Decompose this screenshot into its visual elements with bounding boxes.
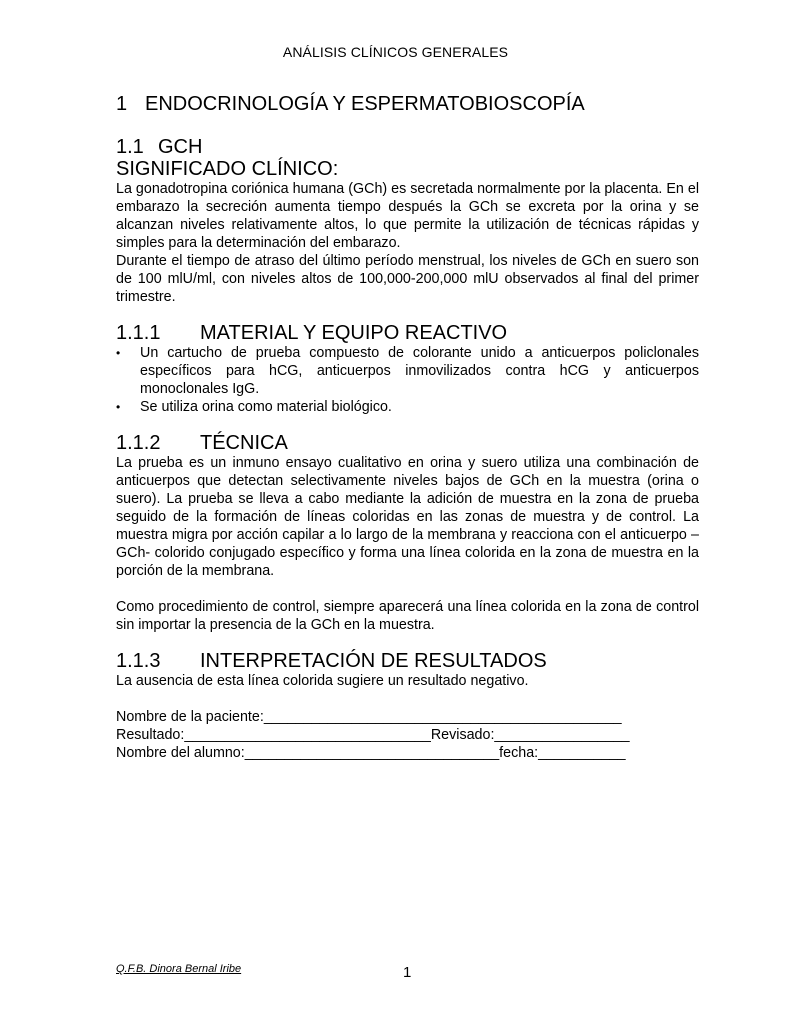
section-1-1-2-title: TÉCNICA — [200, 432, 288, 454]
footer-author: Q.F.B. Dinora Bernal Iribe — [116, 963, 242, 975]
document-body — [116, 92, 699, 762]
section-1-1-3-heading — [116, 650, 699, 672]
section-1-1-1-title: MATERIAL Y EQUIPO REACTIVO — [200, 322, 508, 344]
section-1-title: ENDOCRINOLOGÍA Y ESPERMATOBIOSCOPÍA — [145, 93, 585, 115]
clinical-significance-subtitle: SIGNIFICADO CLÍNICO: — [116, 158, 339, 180]
section-1-heading — [116, 92, 699, 116]
list-item — [116, 398, 699, 416]
list-item — [116, 344, 699, 398]
section-1-1-3-number: 1.1.3 — [116, 650, 161, 672]
interpretation-paragraph: La ausencia de esta línea colorida sugiere un resultado negativo. — [116, 673, 529, 689]
result-reviewed-field: Resultado:_______________________________Revisado:_________________ — [116, 727, 630, 743]
patient-name-field: Nombre de la paciente:_____________________________________________ — [116, 709, 622, 725]
section-1-1-title: GCH — [158, 136, 203, 158]
section-1-1-heading — [116, 136, 699, 158]
gch-paragraph-2: Durante el tiempo de atraso del último período menstrual, los niveles de GCh en suero son de 100 mlU/ml, con niveles altos de 100,000-200,000 mlU observados al final del primer trimestre. — [116, 253, 699, 305]
section-1-1-1-number: 1.1.1 — [116, 322, 161, 344]
gch-paragraph-1: La gonadotropina coriónica humana (GCh) es secretada normalmente por la placenta. En el embarazo la secreción aumenta tiempo después la GCh se excreta por la orina y se alcanzan niveles relativamente altos, lo que permite la utilización de técnicas rápidas y simples para la determinación del embarazo. — [116, 181, 699, 251]
section-1-1-2-number: 1.1.2 — [116, 432, 161, 454]
page-number: 1 — [403, 964, 412, 981]
technique-paragraph-1: La prueba es un inmuno ensayo cualitativo en orina y suero utiliza una combinación de anticuerpos que detectan selectivamente niveles bajos de GCh en la muestra (orina o suero). La prueba se lleva a cabo mediante la adición de muestra en la zona de prueba seguido de la formación de líneas coloridas en las zonas de muestra y de control. La muestra migra por acción capilar a lo largo de la membrana y reacciona con el anticuerpo –GCh- colorido conjugado específico y forma una línea colorida en la zona de muestra en la porción de la membrana. — [116, 455, 699, 579]
section-1-1-number: 1.1 — [116, 136, 144, 158]
materials-list — [116, 344, 699, 416]
bullet-icon: • — [116, 346, 121, 360]
running-header: ANÁLISIS CLÍNICOS GENERALES — [282, 44, 509, 60]
section-1-number: 1 — [116, 93, 128, 115]
section-1-1-1-heading — [116, 322, 699, 344]
materials-item-2: Se utiliza orina como material biológico. — [140, 399, 392, 415]
technique-paragraph-2: Como procedimiento de control, siempre aparecerá una línea colorida en la zona de control sin importar la presencia de la GCh en la muestra. — [116, 599, 699, 633]
materials-item-1: Un cartucho de prueba compuesto de colorante unido a anticuerpos policlonales específicos para hCG, anticuerpos inmovilizados contra hCG y anticuerpos monoclonales IgG. — [140, 345, 699, 397]
bullet-icon: • — [116, 400, 121, 414]
section-1-1-3-title: INTERPRETACIÓN DE RESULTADOS — [200, 650, 547, 672]
student-date-field: Nombre del alumno:________________________________fecha:___________ — [116, 745, 626, 761]
section-1-1-2-heading — [116, 432, 699, 454]
